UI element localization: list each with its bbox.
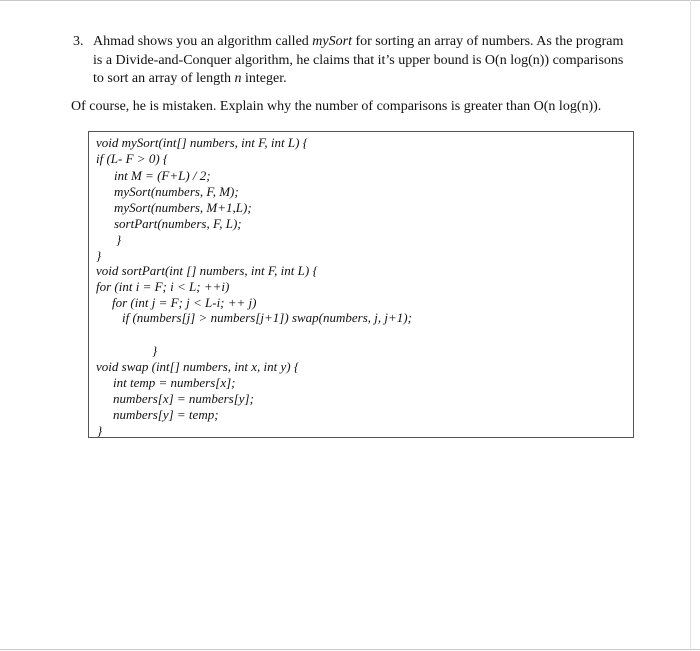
code-line: void sortPart(int [] numbers, int F, int L) { [96, 263, 318, 278]
code-line: for (int j = F; j < L-i; ++ j) [112, 295, 257, 310]
code-line: int M = (F+L) / 2; [114, 168, 211, 183]
code-line: sortPart(numbers, F, L); [114, 216, 242, 231]
code-line: int temp = numbers[x]; [113, 375, 236, 390]
code-line: numbers[x] = numbers[y]; [113, 391, 254, 406]
question-line-2: is a Divide-and-Conquer algorithm, he claims that it’s upper bound is O(n log(n)) comparisons [93, 52, 624, 68]
code-line: mySort(numbers, F, M); [114, 184, 239, 199]
code-line: void swap (int[] numbers, int x, int y) { [96, 359, 300, 374]
prompt-text: Of course, he is mistaken. Explain why the number of comparisons is greater than O(n log(n)). [71, 99, 602, 114]
code-line: numbers[y] = temp; [113, 407, 219, 422]
code-line: } [97, 423, 103, 438]
question-text [93, 33, 643, 89]
length-variable: n [234, 71, 242, 86]
code-line: } [96, 248, 102, 263]
code-line: mySort(numbers, M+1,L); [114, 200, 252, 215]
code-listing [88, 131, 634, 438]
code-line: for (int i = F; i < L; ++i) [96, 279, 230, 294]
question-line-1: Ahmad shows you an algorithm called mySort for sorting an array of numbers. As the program [93, 34, 624, 49]
code-line: if (L- F > 0) { [96, 151, 169, 166]
page-top-border [0, 0, 700, 1]
question-number: 3. [73, 34, 84, 49]
code-line: } [152, 343, 158, 358]
algorithm-name: mySort [312, 34, 352, 49]
question-line-3: to sort an array of length n integer. [93, 71, 287, 86]
page-right-border [690, 0, 691, 651]
page-bottom-border [0, 649, 700, 650]
code-line: } [116, 232, 122, 247]
code-line: void mySort(int[] numbers, int F, int L) { [96, 135, 308, 150]
code-line: if (numbers[j] > numbers[j+1]) swap(numbers, j, j+1); [122, 310, 412, 325]
